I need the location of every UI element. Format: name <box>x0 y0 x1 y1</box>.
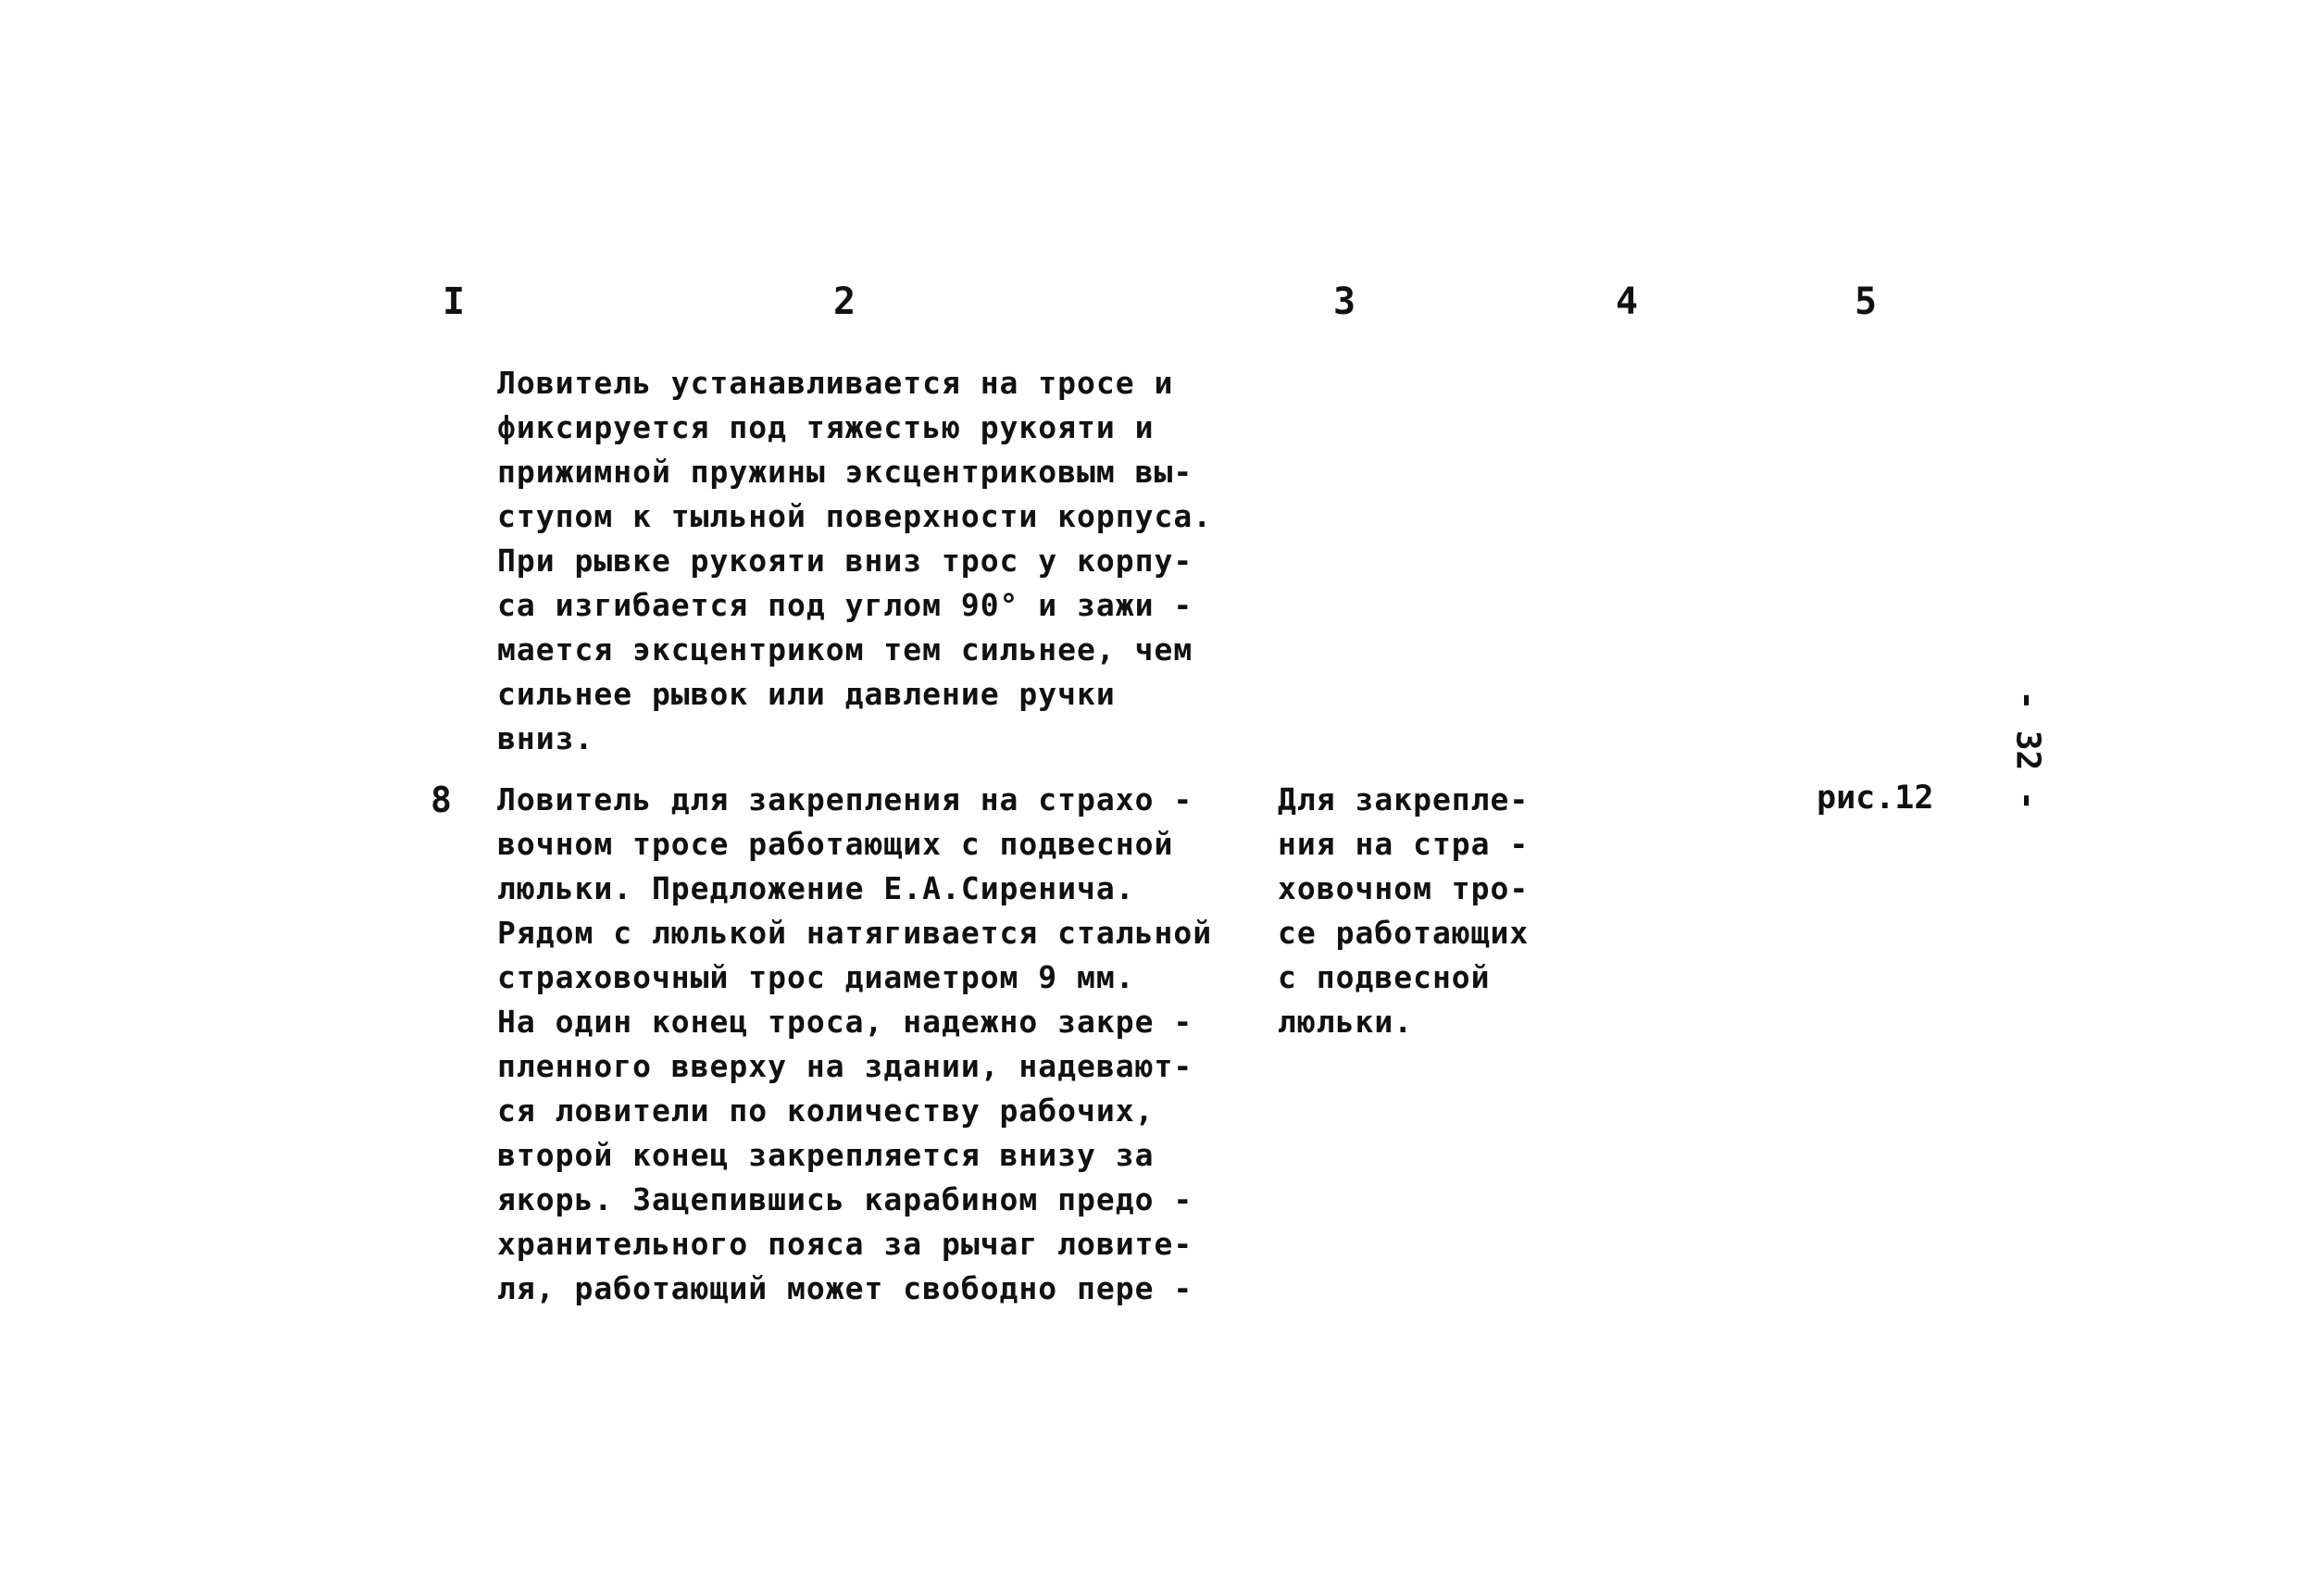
text-line: се работающих <box>1278 915 1530 951</box>
row8-purpose <box>1278 778 1529 1044</box>
text-line: Ловитель для закрепления на страхо - <box>497 781 1193 817</box>
text-line: ступом к тыльной поверхности корпуса. <box>497 498 1213 534</box>
text-line: ля, работающий может свободно пере - <box>497 1270 1193 1306</box>
column-header-3: 3 <box>1333 281 1356 323</box>
text-line: с подвесной <box>1278 959 1491 995</box>
text-line: хранительного пояса за рычаг ловите- <box>497 1226 1193 1262</box>
text-line: якорь. Зацепившись карабином предо - <box>497 1181 1193 1217</box>
text-line: На один конец троса, надежно закре - <box>497 1004 1193 1040</box>
text-line: сильнее рывок или давление ручки <box>497 676 1116 712</box>
text-line: пленного вверху на здании, надевают- <box>497 1048 1193 1084</box>
text-line: са изгибается под углом 90° и зажи - <box>497 587 1193 623</box>
text-line: ховочном тро- <box>1278 870 1530 906</box>
row-number-8: 8 <box>431 780 452 820</box>
text-line: мается эксцентриком тем сильнее, чем <box>497 631 1193 668</box>
continuation-text <box>497 361 1212 761</box>
text-line: При рывке рукояти вниз трос у корпу- <box>497 543 1193 579</box>
text-line: люльки. Предложение Е.А.Сиренича. <box>497 870 1135 906</box>
page-number-text: - 32 - <box>2008 689 2047 811</box>
column-header-2: 2 <box>833 281 856 323</box>
column-header-1: I <box>443 281 466 323</box>
row8-description <box>497 778 1212 1311</box>
text-line: Рядом с люлькой натягивается стальной <box>497 915 1213 951</box>
figure-reference: рис.12 <box>1817 780 1934 817</box>
text-line: Ловитель устанавливается на тросе и <box>497 365 1174 401</box>
column-header-4: 4 <box>1616 281 1639 323</box>
text-line: Для закрепле- <box>1278 781 1530 817</box>
text-line: фиксируется под тяжестью рукояти и <box>497 409 1155 445</box>
text-line: ся ловители по количеству рабочих, <box>497 1092 1155 1129</box>
text-line: ния на стра - <box>1278 826 1530 862</box>
column-header-5: 5 <box>1855 281 1878 323</box>
text-line: страховочный трос диаметром 9 мм. <box>497 959 1135 995</box>
text-line: прижимной пружины эксцентриковым вы- <box>497 454 1193 490</box>
text-line: вочном тросе работающих с подвесной <box>497 826 1174 862</box>
text-line: вниз. <box>497 720 594 756</box>
page-number <box>1991 662 2065 838</box>
text-line: люльки. <box>1278 1004 1414 1040</box>
text-line: второй конец закрепляется внизу за <box>497 1137 1155 1173</box>
